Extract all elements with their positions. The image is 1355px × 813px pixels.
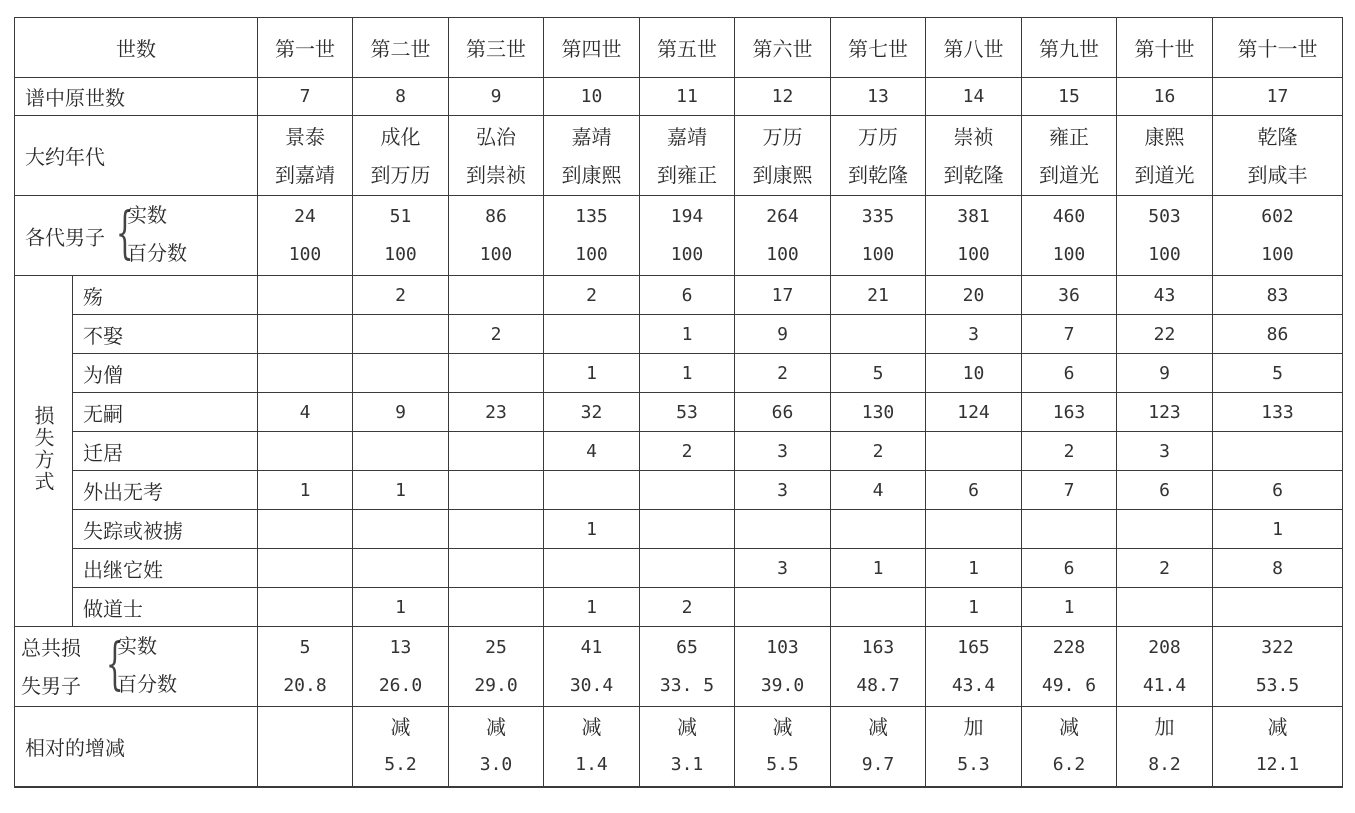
table-value: 165 — [957, 636, 990, 658]
table-cell: 17 — [735, 276, 831, 315]
table-value: 228 — [1052, 636, 1086, 658]
total-cell — [831, 627, 926, 707]
table-cell — [831, 510, 926, 549]
era-text: 康熙 — [1144, 124, 1185, 149]
era-text: 到道光 — [1039, 162, 1099, 187]
table-cell — [640, 510, 735, 549]
table-value: 100 — [861, 243, 895, 265]
table-value: 26.0 — [378, 674, 423, 696]
table-cell: 1 — [353, 588, 449, 627]
era-text: 到康熙 — [752, 162, 813, 187]
table-cell: 4 — [831, 471, 926, 510]
table-cell — [1117, 510, 1213, 549]
row-label: 大约年代 — [15, 116, 258, 196]
table-value: 86 — [485, 205, 507, 227]
table-value: 43.4 — [951, 674, 996, 696]
table-cell — [353, 432, 449, 471]
loss-row — [15, 432, 1343, 471]
table-cell — [353, 315, 449, 354]
actual-label: 实数 — [127, 203, 167, 227]
table-cell: 1 — [926, 588, 1022, 627]
loss-row — [15, 354, 1343, 393]
table-cell: 6 — [1022, 549, 1117, 588]
era-cell — [831, 116, 926, 196]
era-text: 到雍正 — [657, 162, 717, 187]
table-cell: 2 — [735, 354, 831, 393]
table-cell: 5 — [1213, 354, 1343, 393]
table-cell: 1 — [640, 315, 735, 354]
table-cell: 12 — [735, 78, 831, 116]
males-cell — [449, 196, 544, 276]
table-value: 65 — [676, 636, 698, 658]
table-value: 100 — [575, 243, 608, 265]
gen-header: 第八世 — [926, 18, 1022, 78]
table-value: 100 — [384, 243, 417, 265]
table-cell: 163 — [1022, 393, 1117, 432]
table-cell: 130 — [831, 393, 926, 432]
total-cell — [544, 627, 640, 707]
table-cell — [449, 588, 544, 627]
table-cell — [353, 549, 449, 588]
table-cell: 10 — [926, 354, 1022, 393]
loss-group-label-cell — [15, 276, 73, 627]
table-value: 100 — [957, 243, 990, 265]
pct-label: 百分数 — [117, 672, 177, 696]
change-cell — [1022, 707, 1117, 787]
era-text: 到乾隆 — [943, 162, 1004, 187]
table-cell — [831, 588, 926, 627]
table-cell: 5 — [831, 354, 926, 393]
total-cell — [1022, 627, 1117, 707]
table-cell — [1022, 510, 1117, 549]
era-cell — [449, 116, 544, 196]
table-value: 100 — [1052, 243, 1086, 265]
change-cell — [1213, 707, 1343, 787]
table-value: 49. 6 — [1041, 674, 1097, 696]
table-value: 135 — [575, 205, 608, 227]
table-cell: 3 — [1117, 432, 1213, 471]
table-cell: 83 — [1213, 276, 1343, 315]
total-label-cell — [15, 627, 258, 707]
table-value: 25 — [485, 636, 507, 658]
total-label-line1: 总共损 — [21, 635, 81, 660]
table-cell: 23 — [449, 393, 544, 432]
table-cell — [1213, 432, 1343, 471]
gen-header: 第十世 — [1117, 18, 1213, 78]
era-text: 乾隆 — [1257, 124, 1298, 149]
table-cell: 8 — [353, 78, 449, 116]
table-cell: 6 — [640, 276, 735, 315]
era-text: 弘治 — [476, 124, 516, 149]
era-cell — [1213, 116, 1343, 196]
table-cell — [258, 510, 353, 549]
era-text: 景泰 — [285, 124, 325, 149]
total-cell — [449, 627, 544, 707]
table-value: 381 — [957, 205, 990, 227]
table-cell — [926, 510, 1022, 549]
table-cell: 66 — [735, 393, 831, 432]
table-cell — [353, 510, 449, 549]
change-direction: 减 — [581, 715, 602, 740]
table-cell — [544, 549, 640, 588]
table-cell — [831, 315, 926, 354]
table-cell — [258, 276, 353, 315]
change-direction: 减 — [677, 715, 697, 740]
loss-row — [15, 393, 1343, 432]
table-value: 460 — [1052, 205, 1086, 227]
males-cell — [735, 196, 831, 276]
males-cell — [544, 196, 640, 276]
table-value: 208 — [1148, 636, 1181, 658]
total-cell — [353, 627, 449, 707]
change-value: 3.0 — [479, 754, 513, 776]
loss-row — [15, 276, 1343, 315]
era-cell — [544, 116, 640, 196]
change-cell — [449, 707, 544, 787]
gen-header: 第二世 — [353, 18, 449, 78]
table-cell: 1 — [926, 549, 1022, 588]
era-text: 到咸丰 — [1247, 162, 1308, 187]
table-cell: 7 — [1022, 315, 1117, 354]
table-value: 163 — [861, 636, 895, 658]
era-cell — [640, 116, 735, 196]
era-text: 嘉靖 — [571, 124, 612, 149]
pct-label: 百分数 — [127, 241, 187, 265]
table-cell: 36 — [1022, 276, 1117, 315]
loss-row — [15, 471, 1343, 510]
table-cell: 4 — [258, 393, 353, 432]
change-direction: 加 — [963, 715, 984, 740]
loss-row — [15, 315, 1343, 354]
table-value: 24 — [294, 205, 316, 227]
era-text: 嘉靖 — [667, 124, 707, 149]
males-cell — [640, 196, 735, 276]
change-direction: 加 — [1154, 715, 1175, 740]
table-value: 29.0 — [474, 674, 518, 696]
gen-header: 第六世 — [735, 18, 831, 78]
table-cell — [640, 471, 735, 510]
table-cell: 7 — [258, 78, 353, 116]
table-cell — [449, 510, 544, 549]
table-cell: 133 — [1213, 393, 1343, 432]
table-cell: 9 — [449, 78, 544, 116]
males-cell — [1117, 196, 1213, 276]
change-direction: 减 — [390, 715, 411, 740]
table-cell: 17 — [1213, 78, 1343, 116]
era-text: 崇祯 — [953, 124, 994, 149]
change-cell — [640, 707, 735, 787]
table-cell: 2 — [640, 432, 735, 471]
table-value: 41 — [580, 636, 603, 658]
table-value: 53.5 — [1255, 674, 1300, 696]
males-cell — [258, 196, 353, 276]
table-cell: 3 — [735, 471, 831, 510]
gen-header: 第五世 — [640, 18, 735, 78]
gen-header: 第一世 — [258, 18, 353, 78]
loss-row — [15, 549, 1343, 588]
change-value: 5.3 — [957, 754, 990, 776]
gen-header: 第七世 — [831, 18, 926, 78]
table-cell — [544, 471, 640, 510]
table-cell — [1213, 588, 1343, 627]
table-cell: 16 — [1117, 78, 1213, 116]
genealogy-table — [14, 17, 1343, 788]
table-cell — [449, 471, 544, 510]
table-value: 100 — [1261, 243, 1294, 265]
loss-type-label: 做道士 — [73, 588, 258, 627]
table-cell: 1 — [544, 510, 640, 549]
total-cell — [1213, 627, 1343, 707]
change-value: 5.5 — [766, 754, 799, 776]
change-cell — [258, 707, 353, 787]
table-cell: 53 — [640, 393, 735, 432]
table-cell — [926, 432, 1022, 471]
table-cell: 2 — [544, 276, 640, 315]
table-cell: 1 — [544, 588, 640, 627]
brace-symbol: { — [105, 632, 124, 697]
males-label-cell — [15, 196, 258, 276]
table-cell — [353, 354, 449, 393]
table-cell: 2 — [1117, 549, 1213, 588]
change-cell — [926, 707, 1022, 787]
table-value: 335 — [861, 205, 895, 227]
loss-type-label: 无嗣 — [73, 393, 258, 432]
table-cell: 2 — [449, 315, 544, 354]
change-cell — [544, 707, 640, 787]
table-cell: 9 — [735, 315, 831, 354]
change-cell — [353, 707, 449, 787]
table-value: 30.4 — [569, 674, 614, 696]
table-cell: 6 — [1117, 471, 1213, 510]
table-value: 41.4 — [1142, 674, 1187, 696]
loss-row — [15, 510, 1343, 549]
total-cell — [926, 627, 1022, 707]
table-cell — [449, 432, 544, 471]
table-cell: 3 — [735, 549, 831, 588]
table-cell: 6 — [926, 471, 1022, 510]
table-cell: 6 — [1213, 471, 1343, 510]
era-text: 万历 — [762, 124, 803, 149]
era-text: 雍正 — [1049, 124, 1089, 149]
loss-type-label: 为僧 — [73, 354, 258, 393]
loss-type-label: 迁居 — [73, 432, 258, 471]
table-value: 20.8 — [283, 674, 327, 696]
males-cell — [926, 196, 1022, 276]
row-label: 谱中原世数 — [15, 78, 258, 116]
row-label: 各代男子 — [25, 225, 105, 249]
table-cell — [735, 510, 831, 549]
table-cell: 3 — [735, 432, 831, 471]
change-direction: 减 — [1059, 715, 1079, 740]
total-cell — [640, 627, 735, 707]
sub-labels — [127, 196, 187, 275]
actual-label: 实数 — [117, 634, 157, 658]
gen-header: 第三世 — [449, 18, 544, 78]
change-value: 1.4 — [575, 754, 608, 776]
table-cell: 13 — [831, 78, 926, 116]
table-cell — [544, 315, 640, 354]
table-cell — [258, 549, 353, 588]
change-value: 8.2 — [1148, 754, 1181, 776]
change-cell — [735, 707, 831, 787]
total-cell — [735, 627, 831, 707]
change-direction: 减 — [1267, 715, 1288, 740]
loss-group-label: 损失方式 — [31, 404, 55, 493]
change-value: 6.2 — [1052, 754, 1086, 776]
era-cell — [1022, 116, 1117, 196]
table-value: 5 — [299, 636, 311, 658]
table-cell: 20 — [926, 276, 1022, 315]
loss-type-label: 失踪或被掳 — [73, 510, 258, 549]
table-cell — [449, 276, 544, 315]
males-cell — [1022, 196, 1117, 276]
table-cell: 11 — [640, 78, 735, 116]
table-value: 33. 5 — [659, 674, 715, 696]
era-text: 到道光 — [1134, 162, 1195, 187]
change-cell — [1117, 707, 1213, 787]
table-cell: 1 — [544, 354, 640, 393]
era-text: 到乾隆 — [848, 162, 908, 187]
total-cell — [258, 627, 353, 707]
era-cell — [353, 116, 449, 196]
males-row — [15, 196, 1343, 276]
table-cell: 2 — [640, 588, 735, 627]
table-cell: 3 — [926, 315, 1022, 354]
table-value: 100 — [1148, 243, 1181, 265]
table-cell — [640, 549, 735, 588]
change-direction: 减 — [772, 715, 793, 740]
table-cell: 1 — [258, 471, 353, 510]
table-cell — [258, 588, 353, 627]
total-label — [21, 629, 81, 705]
change-value: 9.7 — [861, 754, 895, 776]
brace-symbol: { — [115, 201, 134, 266]
header-label: 世数 — [15, 18, 258, 78]
total-cell — [1117, 627, 1213, 707]
table-cell: 9 — [353, 393, 449, 432]
original-gen-row — [15, 78, 1343, 116]
table-cell: 8 — [1213, 549, 1343, 588]
table-cell — [449, 354, 544, 393]
table-value: 264 — [766, 205, 799, 227]
era-cell — [1117, 116, 1213, 196]
header-row — [15, 18, 1343, 78]
era-cell — [258, 116, 353, 196]
table-value: 51 — [389, 205, 412, 227]
table-cell: 21 — [831, 276, 926, 315]
table-cell: 124 — [926, 393, 1022, 432]
table-value: 39.0 — [760, 674, 805, 696]
gen-header: 第十一世 — [1213, 18, 1343, 78]
table-cell — [258, 354, 353, 393]
era-cell — [926, 116, 1022, 196]
gen-header: 第九世 — [1022, 18, 1117, 78]
change-value: 5.2 — [384, 754, 417, 776]
loss-row — [15, 588, 1343, 627]
table-value: 48.7 — [856, 674, 900, 696]
table-cell: 1 — [1022, 588, 1117, 627]
table-value: 13 — [389, 636, 412, 658]
era-row — [15, 116, 1343, 196]
males-cell — [1213, 196, 1343, 276]
table-cell: 1 — [831, 549, 926, 588]
era-cell — [735, 116, 831, 196]
change-direction: 减 — [486, 715, 506, 740]
era-text: 到崇祯 — [466, 162, 526, 187]
change-direction: 减 — [868, 715, 888, 740]
gen-header: 第四世 — [544, 18, 640, 78]
table-cell: 7 — [1022, 471, 1117, 510]
table-cell — [449, 549, 544, 588]
sub-labels — [117, 627, 177, 706]
table-value: 100 — [766, 243, 799, 265]
table-cell — [735, 588, 831, 627]
table-value: 100 — [288, 243, 322, 265]
table-cell: 43 — [1117, 276, 1213, 315]
table-cell: 22 — [1117, 315, 1213, 354]
era-text: 成化 — [380, 124, 421, 149]
table-cell: 123 — [1117, 393, 1213, 432]
table-value: 503 — [1148, 205, 1181, 227]
era-text: 万历 — [858, 124, 898, 149]
loss-type-label: 出继它姓 — [73, 549, 258, 588]
males-cell — [353, 196, 449, 276]
change-value: 12.1 — [1255, 754, 1300, 776]
loss-type-label: 殇 — [73, 276, 258, 315]
era-text: 到万历 — [370, 162, 431, 187]
relative-change-row — [15, 707, 1343, 787]
table-value: 322 — [1261, 636, 1294, 658]
table-value: 103 — [766, 636, 799, 658]
table-cell: 10 — [544, 78, 640, 116]
row-label: 相对的增减 — [15, 707, 258, 787]
table-value: 194 — [670, 205, 704, 227]
change-value: 3.1 — [670, 754, 704, 776]
table-cell: 32 — [544, 393, 640, 432]
loss-type-label: 外出无考 — [73, 471, 258, 510]
table-cell: 1 — [353, 471, 449, 510]
table-cell — [1117, 588, 1213, 627]
males-cell — [831, 196, 926, 276]
change-cell — [831, 707, 926, 787]
table-cell: 4 — [544, 432, 640, 471]
table-cell: 1 — [1213, 510, 1343, 549]
table-cell: 9 — [1117, 354, 1213, 393]
total-label-line2: 失男子 — [21, 673, 81, 698]
table-cell — [258, 315, 353, 354]
table-cell: 1 — [640, 354, 735, 393]
loss-type-label: 不娶 — [73, 315, 258, 354]
table-cell — [258, 432, 353, 471]
table-cell: 86 — [1213, 315, 1343, 354]
table-cell: 2 — [353, 276, 449, 315]
total-loss-row — [15, 627, 1343, 707]
table-cell: 14 — [926, 78, 1022, 116]
era-text: 到康熙 — [561, 162, 622, 187]
table-cell: 15 — [1022, 78, 1117, 116]
table-cell: 2 — [831, 432, 926, 471]
table-value: 602 — [1261, 205, 1294, 227]
table-cell: 2 — [1022, 432, 1117, 471]
era-text: 到嘉靖 — [275, 162, 335, 187]
table-value: 100 — [670, 243, 704, 265]
table-value: 100 — [479, 243, 513, 265]
table-cell: 6 — [1022, 354, 1117, 393]
